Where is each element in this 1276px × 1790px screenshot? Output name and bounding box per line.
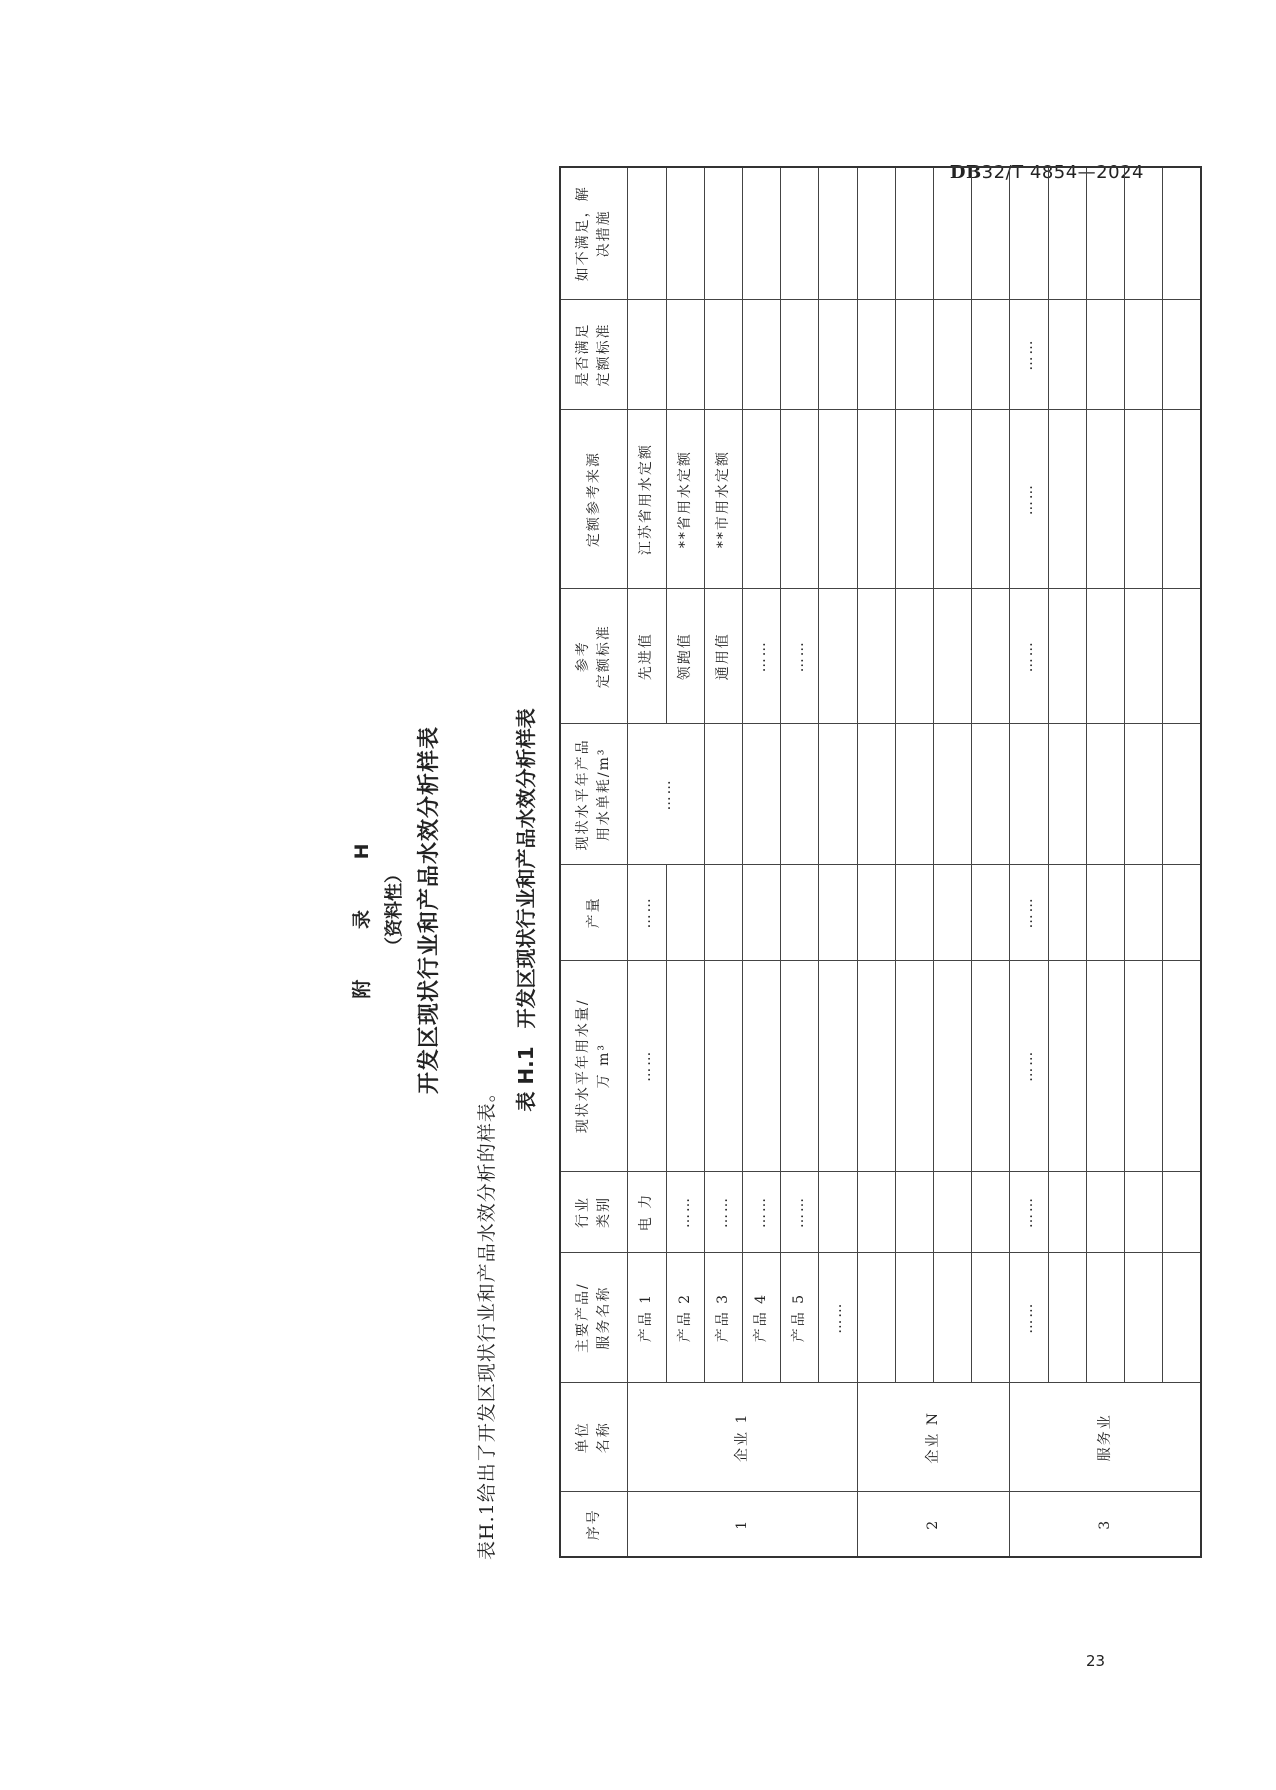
table-row [1048,167,1086,1557]
product-cell: 产品 1 [628,1253,666,1383]
product-cell: 产品 3 [704,1253,742,1383]
measures-cell [781,167,819,299]
meets-cell [628,299,666,410]
header-row [560,167,628,1557]
unit-water-cell [742,724,780,865]
product-cell: 产品 5 [781,1253,819,1383]
col-quota-source: 定额参考来源 [560,410,628,589]
product-cell: …… [819,1253,857,1383]
output-cell [742,865,780,960]
table-row [1086,167,1124,1557]
col-unit-water: 现状水平年产品 用水单耗/m³ [560,724,628,865]
industry-cell: …… [1010,1171,1048,1252]
table-number: 表 H.1 [514,1046,538,1112]
table-row [857,167,895,1557]
measures-cell [1010,167,1048,299]
measures-cell [704,167,742,299]
water-efficiency-table [559,166,1202,1558]
annual-water-cell [704,960,742,1171]
col-seq: 序号 [560,1492,628,1557]
table-row [895,167,933,1557]
table-row [819,167,857,1557]
annual-water-cell: …… [1010,960,1048,1171]
table-row [972,167,1010,1557]
ref-quota-cell: 领跑值 [666,589,704,724]
seq-cell: 1 [628,1492,857,1557]
industry-cell: …… [704,1171,742,1252]
col-industry: 行业 类别 [560,1171,628,1252]
col-measures: 如不满足，解 决措施 [560,167,628,299]
product-cell: 产品 2 [666,1253,704,1383]
table-row [1010,167,1048,1557]
col-meets-quota: 是否满足 定额标准 [560,299,628,410]
intro-text: 表H.1给出了开发区现状行业和产品水效分析的样表。 [476,1082,498,1560]
table-row [1125,167,1163,1557]
output-cell [781,865,819,960]
meets-cell: …… [1010,299,1048,410]
col-annual-water: 现状水平年用水量/ 万 m³ [560,960,628,1171]
col-ref-quota: 参考 定额标准 [560,589,628,724]
table-row [1163,167,1201,1557]
table-caption [510,180,539,1640]
quota-source-cell: …… [1010,410,1048,589]
unit-water-cell: …… [628,724,704,865]
measures-cell [628,167,666,299]
ref-quota-cell: 先进值 [628,589,666,724]
col-product-name: 主要产品/ 服务名称 [560,1253,628,1383]
appendix-title: 附 录 H [351,821,373,999]
industry-cell: …… [742,1171,780,1252]
measures-cell [742,167,780,299]
appendix-name: 开发区现状行业和产品水效分析样表 [417,726,442,1095]
product-cell: 产品 4 [742,1253,780,1383]
annual-water-cell [666,960,704,1171]
ref-quota-cell: …… [1010,589,1048,724]
table-row [781,167,819,1557]
ref-quota-cell: 通用值 [704,589,742,724]
table-row [933,167,971,1557]
output-cell: …… [1010,865,1048,960]
annual-water-cell [781,960,819,1171]
output-cell [704,865,742,960]
quota-source-cell [742,410,780,589]
page-number: 23 [1086,1652,1106,1670]
industry-cell: …… [781,1171,819,1252]
table-row [628,167,666,1557]
col-unit-name: 单位 名称 [560,1383,628,1492]
measures-cell [666,167,704,299]
meets-cell [666,299,704,410]
quota-source-cell [781,410,819,589]
annual-water-cell [742,960,780,1171]
unit-cell: 服务业 [1010,1383,1201,1492]
annual-water-cell: …… [628,960,666,1171]
unit-water-cell [704,724,742,865]
output-cell [666,865,704,960]
meets-cell [781,299,819,410]
unit-cell: 企业 1 [628,1383,857,1492]
col-output: 产量 [560,865,628,960]
appendix-nature: （资料性） [384,865,405,955]
quota-source-cell: 江苏省用水定额 [628,410,666,589]
product-cell: …… [1010,1253,1048,1383]
unit-cell: 企业 N [857,1383,1010,1492]
unit-water-cell [781,724,819,865]
seq-cell: 3 [1010,1492,1201,1557]
quota-source-cell: **市用水定额 [704,410,742,589]
unit-water-cell [1010,724,1048,865]
table-title: 开发区现状行业和产品水效分析样表 [514,708,538,1029]
ref-quota-cell: …… [742,589,780,724]
rotated-appendix-sheet [345,180,1125,1640]
standard-code: DB32/T 4854—2024 [949,162,1144,183]
industry-cell: …… [666,1171,704,1252]
ref-quota-cell: …… [781,589,819,724]
seq-cell: 2 [857,1492,1010,1557]
output-cell: …… [628,865,666,960]
table-row [742,167,780,1557]
quota-source-cell: **省用水定额 [666,410,704,589]
meets-cell [742,299,780,410]
industry-cell: 电 力 [628,1171,666,1252]
meets-cell [704,299,742,410]
table-row [704,167,742,1557]
